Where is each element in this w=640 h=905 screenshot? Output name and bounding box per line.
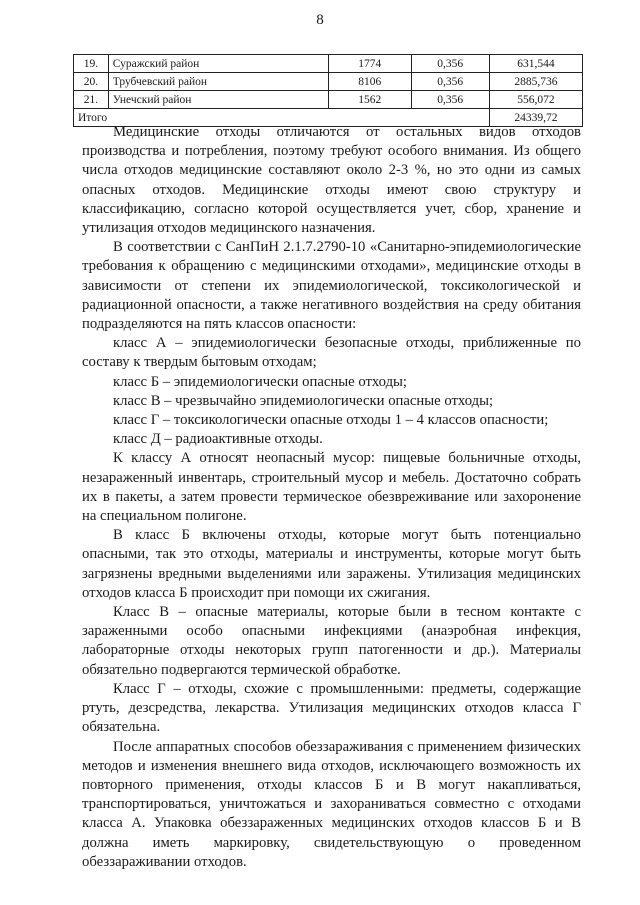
class-d-item: класс Д – радиоактивные отходы.: [113, 431, 323, 448]
paragraph-class-b: В класс Б включены отходы, которые могут быть потенциально опасными, так это отходы, материалы и инструменты, которые могут быть загрязнены вредными выделениями или заражены. Утилизация медицинских отходов класса Б происходит при помощи их сжигания.: [82, 527, 581, 601]
paragraph-sanpin: В соответствии с СанПиН 2.1.7.2790-10 «Санитарно-эпидемиологические требования к обращению с медицинскими отходами», медицинские отходы в зависимости от степени их эпидемиологической, токсикологической и радиационной опасности, а также негативного воздействия на среду обитания подразделяются на пять классов опасности:: [82, 239, 581, 333]
value-b: 0,356: [411, 73, 489, 91]
regions-table: [73, 54, 583, 127]
total-label: Итого: [74, 109, 490, 127]
paragraph-disposal: После аппаратных способов обеззараживания с применением физических методов и изменения внешнего вида отходов, исключающего возможность их повторного применения, отходы классов Б и В могут накапливаться, транспортироваться, уничтожаться и захораниваться совместно с отходами класса А. Упаковка обеззараженных медицинских отходов классов Б и В должна иметь маркировку, свидетельствующую о проведенном обеззараживании отходов.: [82, 738, 581, 870]
region-name: Унечский район: [108, 91, 328, 109]
value-c: 2885,736: [489, 73, 582, 91]
value-a: 8106: [328, 73, 411, 91]
table-row: [74, 91, 583, 109]
row-number: 21.: [74, 91, 109, 109]
row-number: 20.: [74, 73, 109, 91]
region-name: Трубчевский район: [108, 73, 328, 91]
class-a-item: класс А – эпидемиологически безопасные отходы, приближенные по составу к твердым бытовым отходам;: [82, 335, 581, 371]
table-row: [74, 55, 583, 73]
value-b: 0,356: [411, 55, 489, 73]
row-number: 19.: [74, 55, 109, 73]
page-number: 8: [316, 12, 324, 28]
value-c: 556,072: [489, 91, 582, 109]
paragraph-class-a: К классу А относят неопасный мусор: пищевые больничные отходы, незараженный инвентарь, строительный мусор и мебель. Достаточно собрать их в пакеты, а затем провести термическое обезвреживание или захоронение на специальном полигоне.: [82, 450, 581, 525]
table-row: [74, 73, 583, 91]
class-v-item: класс В – чрезвычайно эпидемиологически опасные отходы;: [113, 392, 494, 409]
paragraph-intro: Медицинские отходы отличаются от остальных видов отходов производства и потребления, поэтому требуют особого внимания. Из общего числа отходов медицинские составляют около 2-3 %, но это одни из самых опасных отходов. Медицинские отходы имеют свою структуру и классификацию, согласно которой осуществляется учет, сбор, хранение и утилизация отходов медицинского назначения.: [82, 124, 581, 237]
value-c: 631,544: [489, 55, 582, 73]
body-text: [82, 123, 581, 872]
value-b: 0,356: [411, 91, 489, 109]
class-g-item: класс Г – токсикологически опасные отходы 1 – 4 классов опасности;: [113, 412, 549, 429]
paragraph-class-v: Класс В – опасные материалы, которые были в тесном контакте с зараженными особо опасными инфекциями (анаэробная инфекция, лабораторные отходы некоторых групп патогенности и др.). Материалы обязательно подвергаются термической обработке.: [82, 604, 581, 678]
paragraph-class-g: Класс Г – отходы, схожие с промышленными: предметы, содержащие ртуть, дезсредства, лекарства. Утилизация медицинских отходов класса Г обязательна.: [82, 680, 581, 736]
total-value: 24339,72: [489, 109, 582, 127]
region-name: Суражский район: [108, 55, 328, 73]
value-a: 1774: [328, 55, 411, 73]
class-b-item: класс Б – эпидемиологически опасные отходы;: [113, 373, 408, 390]
value-a: 1562: [328, 91, 411, 109]
